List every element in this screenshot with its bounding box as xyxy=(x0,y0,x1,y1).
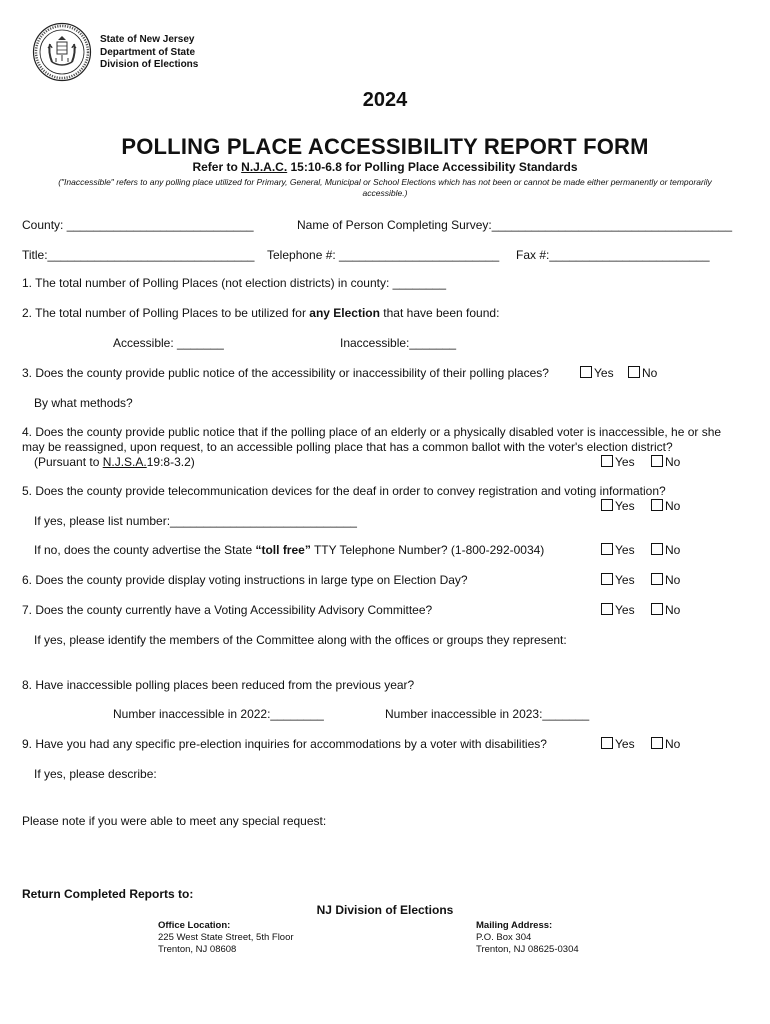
q2-suffix: that have been found: xyxy=(379,306,500,320)
q7-no-label: No xyxy=(665,603,681,617)
q6-yes-checkbox[interactable] xyxy=(601,573,613,585)
q5-toll-free-prefix: If no, does the county advertise the State xyxy=(34,543,256,557)
q9-describe-prompt: If yes, please describe: xyxy=(34,767,157,781)
q5-yes-checkbox[interactable] xyxy=(601,499,613,511)
q7-yes-label: Yes xyxy=(615,603,635,617)
q4-pursuant-code: N.J.S.A. xyxy=(102,455,147,469)
q5-toll-free-bold: “toll free” xyxy=(255,543,311,557)
q6-no-option[interactable] xyxy=(651,573,680,587)
form-year: 2024 xyxy=(362,89,408,111)
q5b-no-checkbox[interactable] xyxy=(651,543,663,555)
tdd-number-field[interactable]: If yes, please list number:____________________________ xyxy=(34,514,357,528)
question-1[interactable]: 1. The total number of Polling Places (not election districts) in county: ________ xyxy=(22,276,447,290)
q4-pursuant-suffix: 19:8-3.2) xyxy=(146,455,195,469)
q9-yes-checkbox[interactable] xyxy=(601,737,613,749)
state-seal-icon xyxy=(32,22,92,82)
special-request-prompt: Please note if you were able to meet any special request: xyxy=(22,814,327,828)
return-label: Return Completed Reports to: xyxy=(22,887,194,901)
q7-no-checkbox[interactable] xyxy=(651,603,663,615)
q5b-yes-label: Yes xyxy=(615,543,635,557)
q4-pursuant-prefix: (Pursuant to xyxy=(34,455,103,469)
question-2 xyxy=(22,306,499,320)
refer-suffix: 15:10-6.8 for Polling Place Accessibility Standards xyxy=(287,160,578,174)
agency-block xyxy=(100,34,198,72)
question-8: 8. Have inaccessible polling places been reduced from the previous year? xyxy=(22,678,415,692)
q9-no-checkbox[interactable] xyxy=(651,737,663,749)
q5-no-label: No xyxy=(665,499,681,513)
q2-prefix: 2. The total number of Polling Places to be utilized for xyxy=(22,306,310,320)
q4-yes-option[interactable] xyxy=(601,455,635,469)
question-6: 6. Does the county provide display voting instructions in large type on Election Day? xyxy=(22,573,468,587)
q7-members-prompt: If yes, please identify the members of the Committee along with the offices or groups they represent: xyxy=(34,633,567,647)
q4-yes-label: Yes xyxy=(615,455,635,469)
q5-toll-free-suffix: TTY Telephone Number? (1-800-292-0034) xyxy=(310,543,545,557)
question-3: 3. Does the county provide public notice of the accessibility or inaccessibility of their polling places? xyxy=(22,366,549,380)
office-location xyxy=(158,920,294,956)
q9-no-label: No xyxy=(665,737,681,751)
q6-no-checkbox[interactable] xyxy=(651,573,663,585)
q4-pursuant xyxy=(34,455,195,469)
q4-no-option[interactable] xyxy=(651,455,680,469)
q4-yes-checkbox[interactable] xyxy=(601,455,613,467)
fax-field[interactable]: Fax #:________________________ xyxy=(516,248,710,262)
inaccessible-2023-field[interactable]: Number inaccessible in 2023:_______ xyxy=(385,707,590,721)
q9-yes-option[interactable] xyxy=(601,737,635,751)
agency-department: Department of State xyxy=(100,46,196,58)
question-9: 9. Have you had any specific pre-election inquiries for accommodations by a voter with disabilities? xyxy=(22,737,547,751)
q5b-yes-option[interactable] xyxy=(601,543,635,557)
telephone-field[interactable]: Telephone #: ________________________ xyxy=(267,248,500,262)
q6-yes-label: Yes xyxy=(615,573,635,587)
county-field[interactable]: County: ____________________________ xyxy=(22,218,254,232)
q6-yes-option[interactable] xyxy=(601,573,635,587)
office-label: Office Location: xyxy=(158,920,231,931)
inaccessible-count-field[interactable]: Inaccessible:_______ xyxy=(340,336,457,350)
q5-toll-free-question xyxy=(34,543,544,557)
q3-methods-prompt: By what methods? xyxy=(34,396,133,410)
refer-prefix: Refer to xyxy=(192,160,242,174)
question-5: 5. Does the county provide telecommunication devices for the deaf in order to convey registration and voting information? xyxy=(22,484,666,498)
q5b-no-label: No xyxy=(665,543,681,557)
q5-no-checkbox[interactable] xyxy=(651,499,663,511)
mailing-address xyxy=(476,920,579,956)
q9-yes-label: Yes xyxy=(615,737,635,751)
mailing-line2: Trenton, NJ 08625-0304 xyxy=(476,944,579,955)
q3-no-option[interactable] xyxy=(628,366,657,380)
q3-yes-option[interactable] xyxy=(580,366,614,380)
refer-code: N.J.A.C. xyxy=(241,160,288,174)
q2-bold: any Election xyxy=(309,306,380,320)
q4-no-label: No xyxy=(665,455,681,469)
q5b-no-option[interactable] xyxy=(651,543,680,557)
agency-division: Division of Elections xyxy=(100,59,199,70)
inaccessible-note: ("Inaccessible" refers to any polling place utilized for Primary, General, Municipal or School Elections which has not been or cannot be made either permanently or temporarily accessible.) xyxy=(58,177,712,198)
form-title: POLLING PLACE ACCESSIBILITY REPORT FORM xyxy=(121,134,649,159)
q3-no-label: No xyxy=(642,366,658,380)
q3-yes-checkbox[interactable] xyxy=(580,366,592,378)
q5-yes-option[interactable] xyxy=(601,499,635,513)
agency-state: State of New Jersey xyxy=(100,34,195,45)
q3-no-checkbox[interactable] xyxy=(628,366,640,378)
q5-no-option[interactable] xyxy=(651,499,680,513)
title-field[interactable]: Title:_______________________________ xyxy=(22,248,255,262)
q7-yes-checkbox[interactable] xyxy=(601,603,613,615)
person-name-field[interactable]: Name of Person Completing Survey:____________________________________ xyxy=(297,218,733,232)
inaccessible-2022-field[interactable]: Number inaccessible in 2022:________ xyxy=(113,707,324,721)
q9-no-option[interactable] xyxy=(651,737,680,751)
q5-yes-label: Yes xyxy=(615,499,635,513)
office-line2: Trenton, NJ 08608 xyxy=(158,944,237,955)
q4-no-checkbox[interactable] xyxy=(651,455,663,467)
q7-yes-option[interactable] xyxy=(601,603,635,617)
q3-yes-label: Yes xyxy=(594,366,614,380)
question-7: 7. Does the county currently have a Voting Accessibility Advisory Committee? xyxy=(22,603,433,617)
refer-line xyxy=(0,160,770,174)
division-name: NJ Division of Elections xyxy=(316,903,454,917)
accessible-count-field[interactable]: Accessible: _______ xyxy=(113,336,224,350)
q7-no-option[interactable] xyxy=(651,603,680,617)
office-line1: 225 West State Street, 5th Floor xyxy=(158,932,294,943)
mailing-label: Mailing Address: xyxy=(476,920,553,931)
q6-no-label: No xyxy=(665,573,681,587)
question-4: 4. Does the county provide public notice that if the polling place of an elderly or a physically disabled voter is inaccessible, he or she may be reassigned, upon request, to an accessible polling place that has a common ballot with the voter's election district? xyxy=(22,425,722,454)
q5b-yes-checkbox[interactable] xyxy=(601,543,613,555)
mailing-line1: P.O. Box 304 xyxy=(476,932,532,943)
